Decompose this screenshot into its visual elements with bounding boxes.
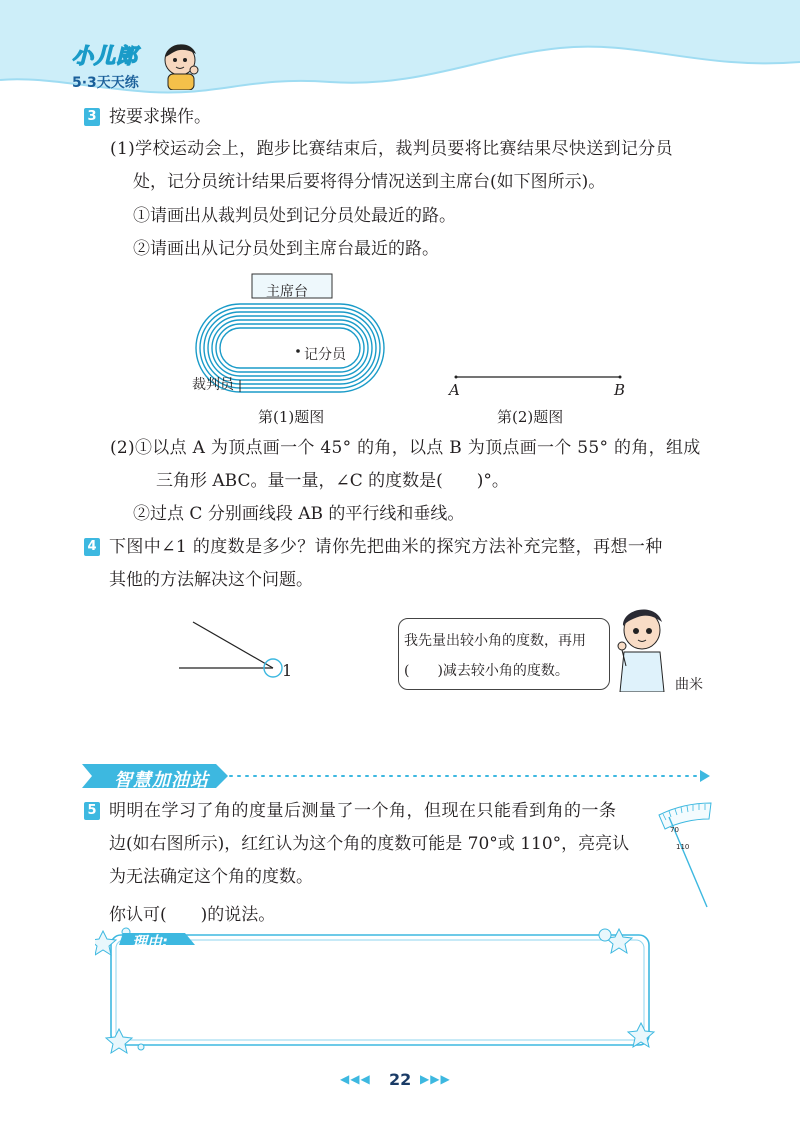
angle-figure (175, 612, 305, 692)
page-prev-arrows: ◀◀◀ (340, 1072, 371, 1086)
q5-line1: 明明在学习了角的度量后测量了一个角，但现在只能看到角的一条 (109, 801, 617, 821)
q4-line1: 下图中∠1 的度数是多少？请你先把曲米的探究方法补充完整，再想一种 (109, 537, 663, 557)
qumi-name: 曲米 (675, 677, 703, 693)
segment-ab (440, 365, 640, 385)
question-5-badge: 5 (84, 802, 100, 820)
protractor-ray-figure (655, 795, 715, 915)
q5-line2: 边(如右图所示)，红红认为这个角的度数可能是 70°或 110°，亮亮认 (109, 834, 630, 854)
scorer-label: 记分员 (304, 347, 346, 363)
q3-part1-sub1: ①请画出从裁判员处到记分员处最近的路。 (133, 206, 456, 226)
angle-1-label: 1 (282, 661, 293, 680)
qumi-character-icon (610, 600, 670, 692)
figure-1-caption: 第(1)题图 (258, 408, 325, 426)
logo-subtitle: 5·3天天练 (72, 75, 139, 91)
page-next-arrows: ▶▶▶ (420, 1072, 451, 1086)
figure-2-caption: 第(2)题图 (497, 408, 564, 426)
ruler-label-110: 110 (676, 843, 690, 851)
reason-label: 理由: (132, 933, 168, 951)
stand-label: 主席台 (266, 284, 308, 300)
boy-mascot-icon (160, 40, 202, 90)
q3-part2-line2: 三角形 ABC。量一量，∠C 的度数是( )°。 (156, 471, 509, 491)
question-3-badge: 3 (84, 108, 100, 126)
q3-part2-sub2: ②过点 C 分别画线段 AB 的平行线和垂线。 (133, 504, 465, 524)
q3-part1-line2: 处，记分员统计结果后要将得分情况送到主席台(如下图所示)。 (133, 172, 606, 192)
reason-frame (95, 923, 665, 1055)
logo (72, 40, 139, 92)
question-4-badge: 4 (84, 538, 100, 556)
q5-line4: 你认可( )的说法。 (109, 905, 276, 925)
referee-label: 裁判员 (192, 377, 234, 393)
q3-part1-line1: (1)学校运动会上，跑步比赛结束后，裁判员要将比赛结果尽快送到记分员 (110, 139, 673, 159)
q3-part2-line1: (2)①以点 A 为顶点画一个 45° 的角，以点 B 为顶点画一个 55° 的角，组成 (110, 438, 701, 458)
figure-track (180, 270, 410, 430)
page-number: 22 (389, 1070, 412, 1089)
banner-title: 智慧加油站 (114, 770, 209, 791)
figure-segment (440, 365, 640, 435)
q3-part1-sub2: ②请画出从记分员处到主席台最近的路。 (133, 239, 439, 259)
bubble-line-1: 我先量出较小角的度数，再用 (404, 633, 586, 649)
ruler-label-70: 70 (670, 826, 679, 834)
q5-line3: 为无法确定这个角的度数。 (109, 867, 313, 887)
bubble-line-2: ( )减去较小角的度数。 (404, 663, 569, 679)
logo-title: 小儿郎 (72, 44, 138, 68)
point-b-label: B (614, 381, 626, 399)
q4-line2: 其他的方法解决这个问题。 (109, 570, 313, 590)
question-3-title: 按要求操作。 (109, 107, 211, 127)
point-a-label: A (449, 381, 460, 399)
